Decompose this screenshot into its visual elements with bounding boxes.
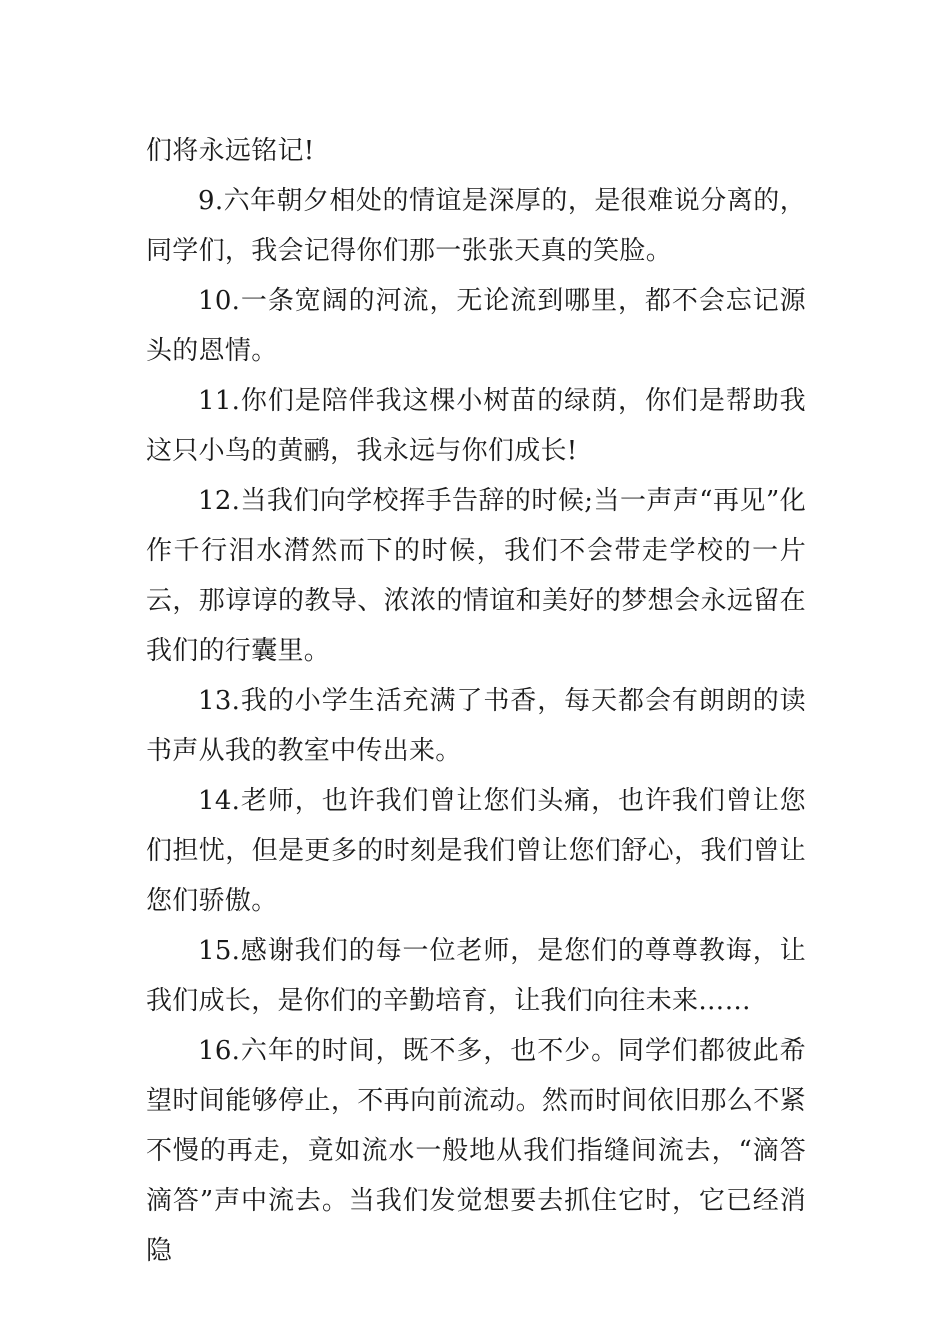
paragraph-9: 9.六年朝夕相处的情谊是深厚的，是很难说分离的，同学们，我会记得你们那一张张天真的笑脸。 [146, 186, 806, 266]
paragraph-11: 11.你们是陪伴我这棵小树苗的绿荫，你们是帮助我这只小鸟的黄鹂，我永远与你们成长! [146, 386, 806, 466]
paragraph-14: 14.老师，也许我们曾让您们头痛，也许我们曾让您们担忧，但是更多的时刻是我们曾让您们舒心，我们曾让您们骄傲。 [146, 786, 806, 916]
paragraph-16: 16.六年的时间，既不多，也不少。同学们都彼此希望时间能够停止，不再向前流动。然而时间依旧那么不紧不慢的再走，竟如流水一般地从我们指缝间流去，“滴答滴答”声中流去。当我们发觉想要去抓住它时，它已经消隐 [146, 1036, 806, 1266]
paragraph-15: 15.感谢我们的每一位老师，是您们的尊尊教诲，让我们成长，是你们的辛勤培育，让我们向往未来…… [146, 936, 806, 1016]
paragraph-12: 12.当我们向学校挥手告辞的时候;当一声声“再见”化作千行泪水潸然而下的时候，我们不会带走学校的一片云，那谆谆的教导、浓浓的情谊和美好的梦想会永远留在我们的行囊里。 [146, 486, 806, 666]
paragraph-continuation: 们将永远铭记! [146, 136, 315, 166]
paragraph-13: 13.我的小学生活充满了书香，每天都会有朗朗的读书声从我的教室中传出来。 [146, 686, 806, 766]
document-body [146, 126, 806, 1276]
paragraph-10: 10.一条宽阔的河流，无论流到哪里，都不会忘记源头的恩情。 [146, 286, 806, 366]
